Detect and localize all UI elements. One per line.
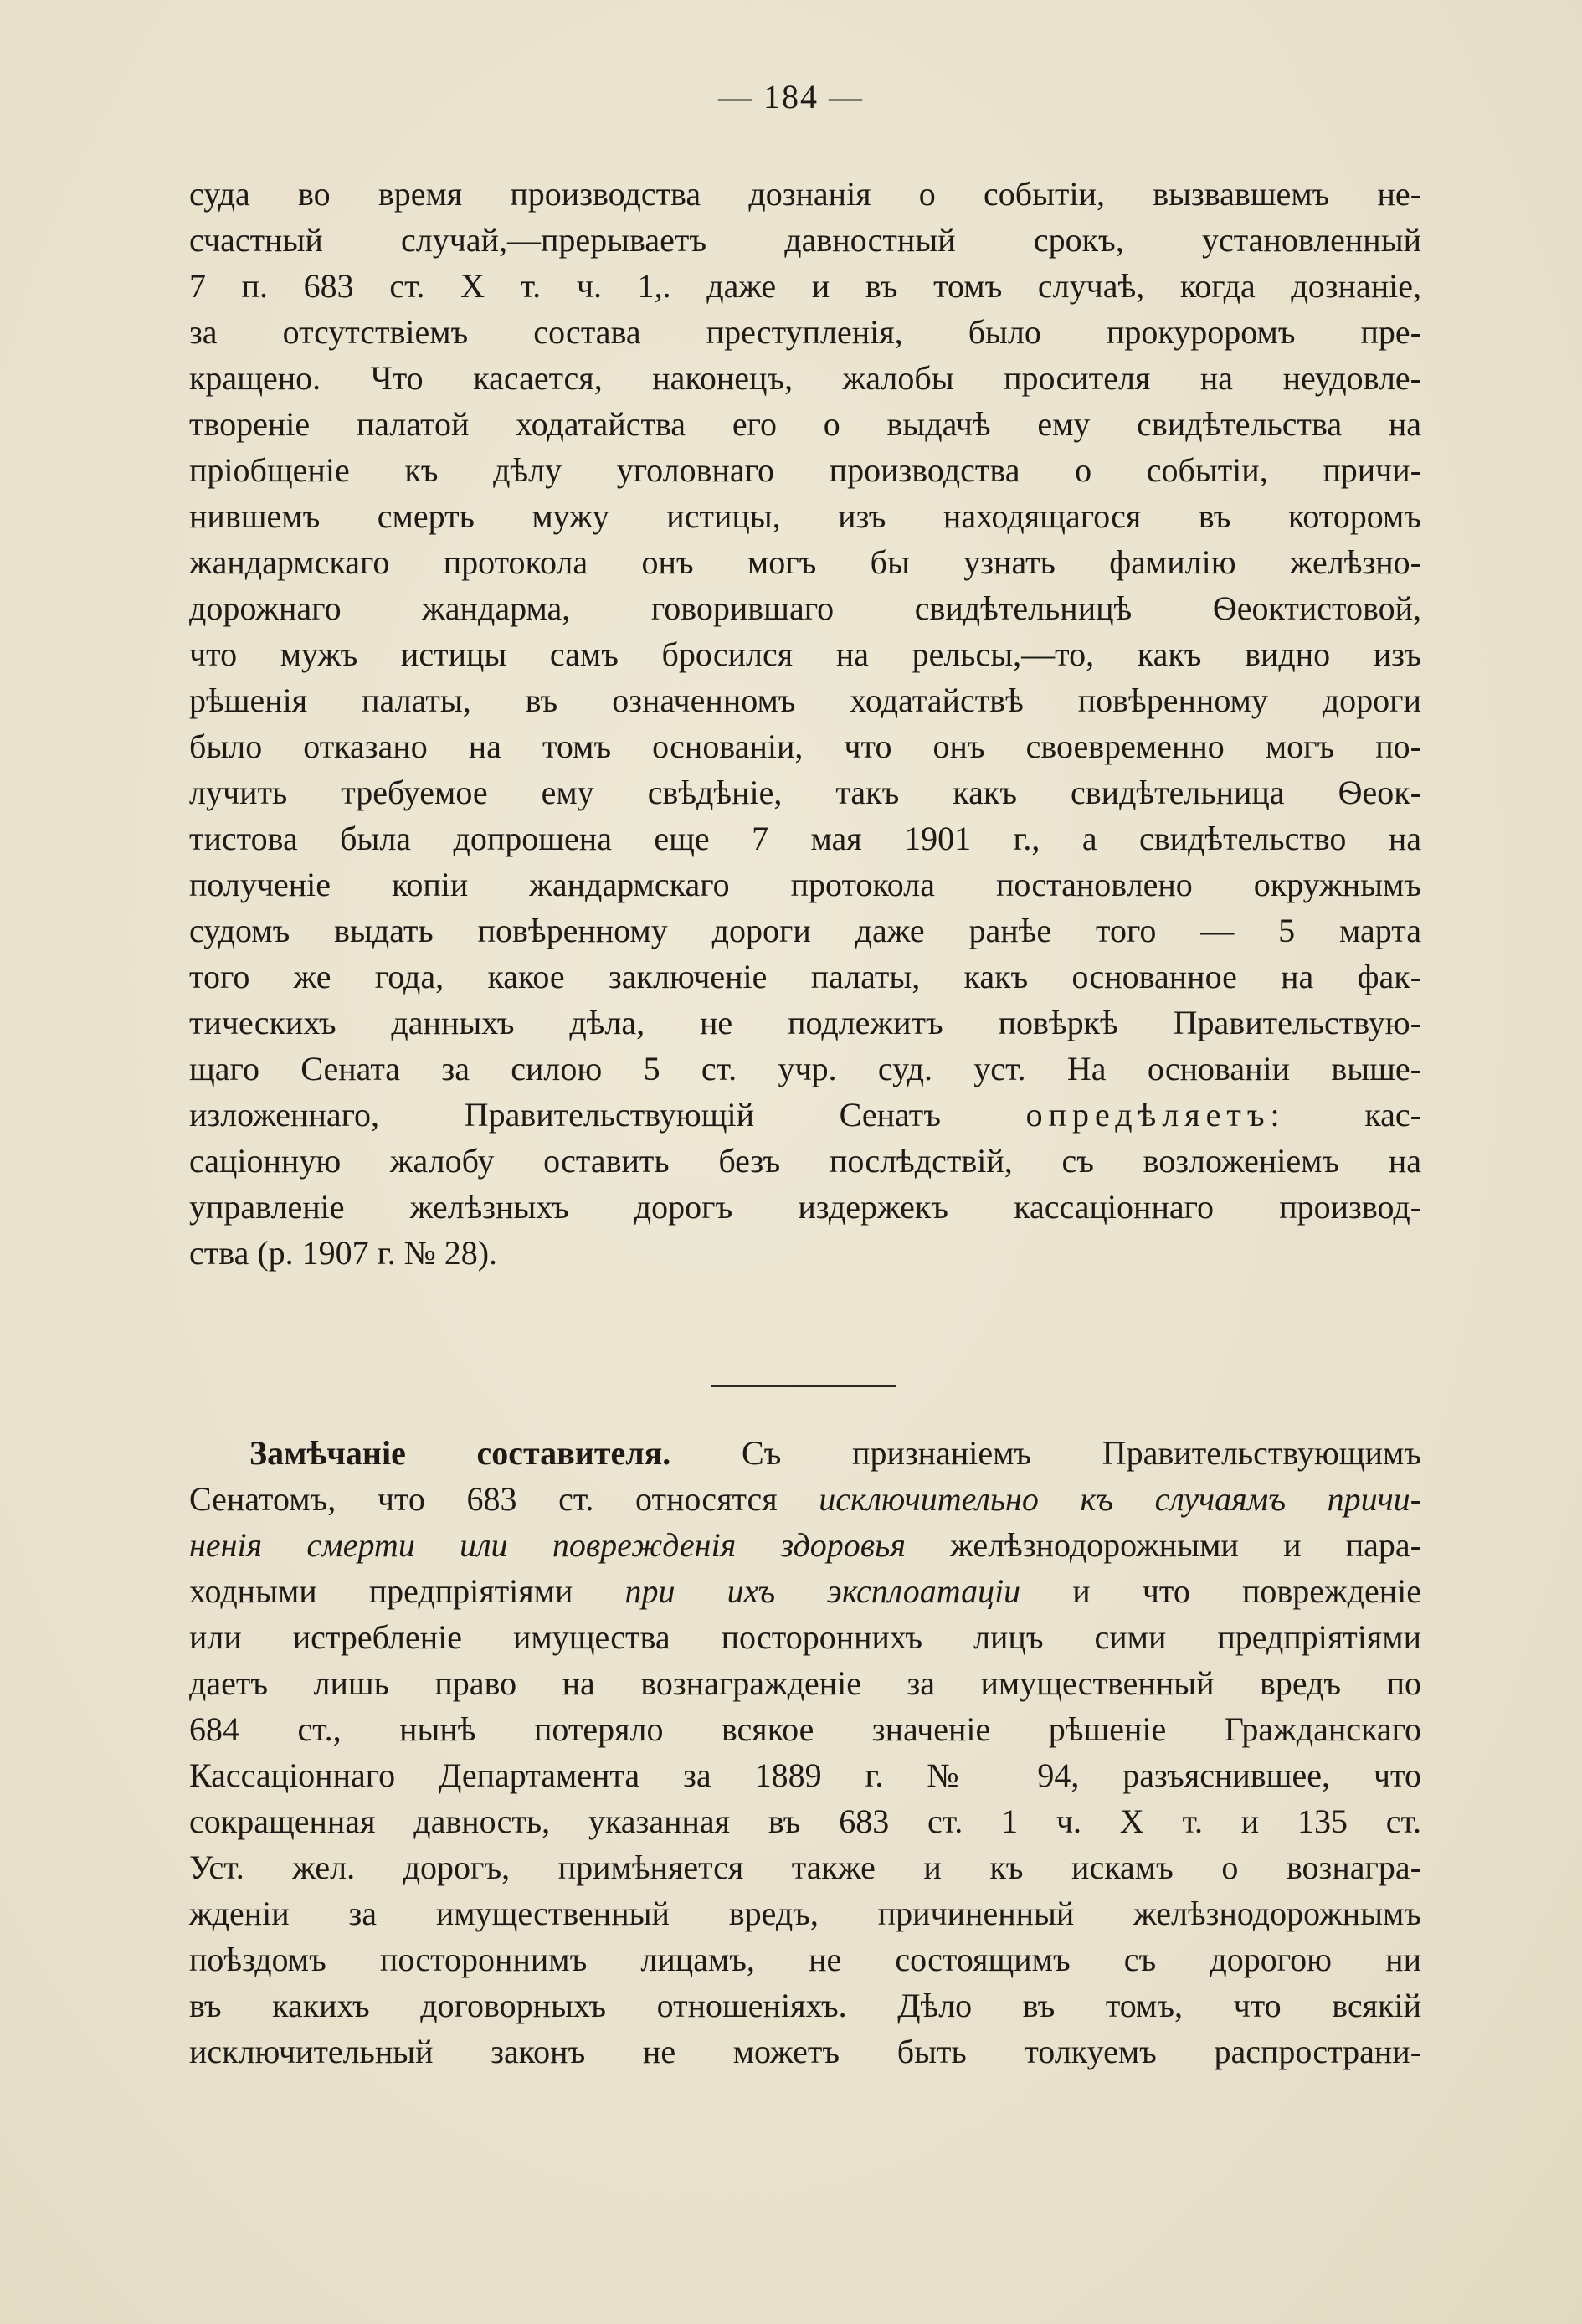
text-line: того же года, какое заключеніе палаты, какъ основанное на фак- xyxy=(189,958,1421,995)
text-line-note-heading xyxy=(189,1430,1421,1476)
text-fragment: и что поврежденіе xyxy=(1020,1572,1422,1610)
text-line: или истребленіе имущества постороннихъ лицъ сими предпріятіями xyxy=(189,1618,1421,1656)
text-line-decision xyxy=(189,1092,1421,1138)
text-line: саціонную жалобу оставить безъ послѣдствій, съ возложеніемъ на xyxy=(189,1142,1421,1180)
text-line: тическихъ данныхъ дѣла, не подлежитъ повѣркѣ Правительствую- xyxy=(189,1004,1421,1041)
italic-fragment: исключительно къ случаямъ причи- xyxy=(819,1480,1421,1518)
text-line: Кассаціоннаго Департамента за 1889 г. № 94, разъяснившее, что xyxy=(189,1756,1421,1794)
text-line: было отказано на томъ основаніи, что онъ своевременно могъ по- xyxy=(189,728,1421,765)
text-line xyxy=(189,1476,1421,1522)
text-fragment: изложеннаго, Правительствующій Сенатъ xyxy=(189,1096,1026,1134)
text-line: за отсутствіемъ состава преступленія, было прокуроромъ пре- xyxy=(189,313,1421,351)
italic-fragment: ненія смерти или поврежденія здоровья xyxy=(189,1526,906,1564)
text-line: 684 ст., нынѣ потеряло всякое значеніе рѣшеніе Гражданскаго xyxy=(189,1710,1421,1748)
text-line: поѣздомъ постороннимъ лицамъ, не состоящимъ съ дорогою ни xyxy=(189,1941,1421,1978)
text-line: даетъ лишь право на вознагражденіе за имущественный вредъ по xyxy=(189,1664,1421,1702)
page-number: — 184 — xyxy=(718,78,864,116)
text-line: твореніе палатой ходатайства его о выдачѣ ему свидѣтельства на xyxy=(189,405,1421,443)
text-line: 7 п. 683 ст. X т. ч. 1,. даже и въ томъ случаѣ, когда дознаніе, xyxy=(189,267,1421,305)
text-line-last: ства (р. 1907 г. № 28). xyxy=(189,1234,498,1272)
text-line: что мужъ истицы самъ бросился на рельсы,—то, какъ видно изъ xyxy=(189,635,1421,673)
text-line: тистова была допрошена еще 7 мая 1901 г., а свидѣтельство на xyxy=(189,820,1421,857)
text-line: кращено. Что касается, наконецъ, жалобы просителя на неудовле- xyxy=(189,359,1421,397)
text-line: щаго Сената за силою 5 ст. учр. суд. уст. На основаніи выше- xyxy=(189,1050,1421,1087)
text-line: управленіе желѣзныхъ дорогъ издержекъ кассаціоннаго производ- xyxy=(189,1188,1421,1226)
text-fragment: ходными предпріятіями xyxy=(189,1572,625,1610)
text-line: полученіе копіи жандармскаго протокола постановлено окружнымъ xyxy=(189,866,1421,903)
text-line: жденіи за имущественный вредъ, причиненный желѣзнодорожнымъ xyxy=(189,1895,1421,1932)
text-fragment: Сенатомъ, что 683 ст. относятся xyxy=(189,1480,819,1518)
text-line: жандармскаго протокола онъ могъ бы узнать фамилію желѣзно- xyxy=(189,543,1421,581)
text-line: счастный случай,—прерываетъ давностный срокъ, установленный xyxy=(189,221,1421,259)
text-fragment: Съ признаніемъ Правительствующимъ xyxy=(670,1434,1421,1472)
text-line: сокращенная давность, указанная въ 683 ст. 1 ч. X т. и 135 ст. xyxy=(189,1802,1421,1840)
text-line: исключительный законъ не можетъ быть толкуемъ распространи- xyxy=(189,2033,1421,2070)
section-divider xyxy=(711,1385,896,1387)
paragraph-compiler-note xyxy=(189,1430,1421,2075)
text-line: нившемъ смерть мужу истицы, изъ находящагося въ которомъ xyxy=(189,497,1421,535)
text-fragment: желѣзнодорожными и пара- xyxy=(905,1526,1422,1564)
text-line: дорожнаго жандарма, говорившаго свидѣтельницѣ Ѳеоктистовой, xyxy=(189,589,1421,627)
text-line xyxy=(189,1568,1421,1614)
note-heading: Замѣчаніе составителя. xyxy=(249,1434,671,1472)
text-line: пріобщеніе къ дѣлу уголовнаго производства о событіи, причи- xyxy=(189,451,1421,489)
paragraph-senate-decision xyxy=(189,171,1421,1276)
text-line: Уст. жел. дорогъ, примѣняется также и къ искамъ о вознагра- xyxy=(189,1848,1421,1886)
text-line xyxy=(189,1522,1421,1568)
text-fragment: : кас- xyxy=(1270,1096,1421,1134)
italic-fragment: при ихъ эксплоатаціи xyxy=(624,1572,1021,1610)
text-line: рѣшенія палаты, въ означенномъ ходатайствѣ повѣренному дороги xyxy=(189,681,1421,719)
text-line: въ какихъ договорныхъ отношеніяхъ. Дѣло въ томъ, что всякій xyxy=(189,1987,1421,2024)
text-line: лучить требуемое ему свѣдѣніе, такъ какъ свидѣтельница Ѳеок- xyxy=(189,774,1421,811)
text-line: судомъ выдать повѣренному дороги даже ранѣе того — 5 марта xyxy=(189,912,1421,949)
spaced-word-decides: опредѣляетъ xyxy=(1025,1096,1271,1134)
text-line: суда во время производства дознанія о событіи, вызвавшемъ не- xyxy=(189,175,1421,213)
